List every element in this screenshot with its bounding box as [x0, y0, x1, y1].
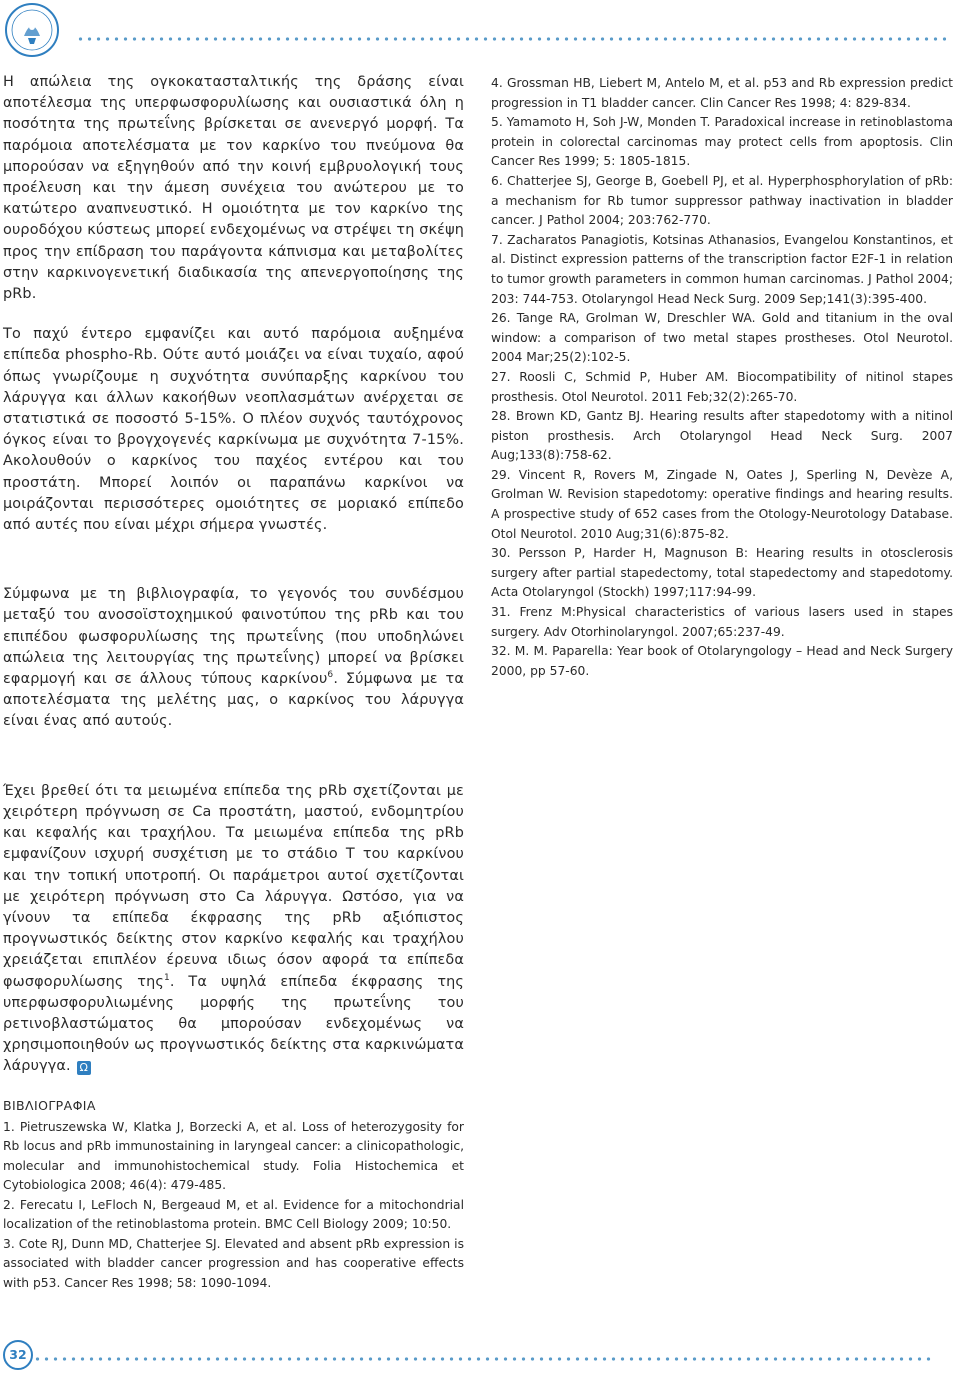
reference-item: 30. Persson P, Harder H, Magnuson B: Hearing results in otosclerosis surgery after partial stapedectomy, total stapedectomy and stapedotomy. Acta Otolaryngol (Stockh) 1997;117:94-99. [491, 546, 953, 600]
reference-item: 7. Zacharatos Panagiotis, Kotsinas Athanasios, Evangelou Konstantinos, et al. Distinct expression patterns of the transcription factor E2F-1 in relation to tumor growth parameters in common human carcinomas. J Pathol 2004; 203: 744-753. Otolaryngol Head Neck Surg. 2009 Sep;141(3):395-400. [491, 232, 953, 306]
reference-item: 27. Roosli C, Schmid P, Huber AM. Biocompatibility of nitinol stapes prosthesis. Otol Neurotol. 2011 Feb;32(2):265-70. [491, 369, 953, 404]
body-paragraph: Έχει βρεθεί ότι τα μειωμένα επίπεδα της pRb σχετίζονται με χειρότερη πρόγνωση σε Ca προστάτη, μαστού, ενδομητρίου και κεφαλής και τραχήλου. Τα μειωμένα επίπεδα της pRb εμφανίζουν ισχυρή συσχέτιση με το στάδιο Τ του καρκίνου και την τοπική υποτροπή. Οι παράμετροι αυτοί σχετίζονται με χειρότερη πρόγνωση στο Ca λάρυγγα. Ωστόσο, για να γίνουν τα επίπεδα έκφρασης της pRb αξιόπιστος προγνωστικός δείκτης στον καρκίνο κεφαλής και τραχήλου χρειάζεται επιπλέον έρευνα ιδιως όσον αφορά τα επίπεδα φωσφορυλίωσης της$^1$. Τα υψηλά επίπεδα έκφρασης της υπερφωσφορυλιωμένης μορφής της πρωτεΐνης του ρετινοβλαστώματος θα μπορούσαν ενδεχομένως να χρησιμοποιηθούν ως προγνωστικός δείκτης στα καρκινώματα λάρυγγα. Ω [3, 782, 464, 1075]
page-number: 32 [3, 1340, 33, 1370]
header-dotted-rule [76, 36, 946, 42]
body-paragraph: Η απώλεια της ογκοκατασταλτικής της δράσης είναι αποτέλεσμα της υπερφωσφορυλίωσης και ουσιαστικά όλη η ποσότητα της πρωτεΐνης βρίσκεται σε ανενεργό μορφή. Τα παρόμοια αποτελέσματα με τον καρκίνο του πνεύμονα θα μπορούσαν να εξηγηθούν από την κοινή εμβρυολογική τους προέλευση και την άμεση συνέχεια του ανώτερου με το κατώτερο αναπνευστικό. Η ομοιότητα με τον καρκίνο της ουροδόχου κύστεως μπορεί ενδεχομένως να στρέψει τη σκέψη προς την επίδραση του παράγοντα κάπνισμα και μεταβολίτες στην καρκινογενετική διαδικασία της απενεργοποίησης της pRb. [3, 74, 464, 303]
body-paragraph: Σύμφωνα με τη βιβλιογραφία, το γεγονός του συνδέσμου μεταξύ του ανοσοϊστοχημικού φαινοτύπου της pRb και του επιπέδου φωσφορυλίωσης της πρωτεΐνης (που υποδηλώνει απώλεια της λειτουργίας της πρωτεΐνης) μπορεί να βρίσκει εφαρμογή και σε άλλους τύπους καρκίνου$^6$. Σύμφωνα με τα αποτελέσματα της μελέτης μας, ο καρκίνος του λάρυγγα είναι ένας από αυτούς. [3, 586, 464, 730]
reference-item: 26. Tange RA, Grolman W, Dreschler WA. Gold and titanium in the oval window: a comparison of two metal stapes prostheses. Otol Neurotol. 2004 Mar;25(2):102-5. [491, 311, 953, 365]
reference-item: 1. Pietruszewska W, Klatka J, Borzecki A, et al. Loss of heterozygosity for Rb locus and pRb immunostaining in laryngeal cancer: a clinicopathologic, molecular and immunohistochemical study. Folia Histochemica et Cytobiologica 2008; 46(4): 479-485. [3, 1119, 464, 1192]
reference-item: 2. Ferecatu I, LeFloch N, Bergeaud M, et al. Evidence for a mitochondrial localization of the retinoblastoma protein. BMC Cell Biology 2009; 10:50. [3, 1197, 464, 1231]
footer-dotted-rule [33, 1356, 933, 1362]
reference-item: 6. Chatterjee SJ, George B, Goebell PJ, et al. Hyperphosphorylation of pRb: a mechanism for Rb tumor suppressor pathway inactivation in bladder cancer. J Pathol 2004; 203:762-770. [491, 173, 953, 228]
reference-item: 29. Vincent R, Rovers M, Zingade N, Oates J, Sperling N, Devèze A, Grolman W. Revision stapedotomy: operative findings and hearing results. A prospective study of 652 cases from the Otology-Neurotology Database. Otol Neurotol. 2010 Aug;31(6):875-82. [491, 467, 953, 541]
reference-item: 3. Cote RJ, Dunn MD, Chatterjee SJ. Elevated and absent pRb expression is associated with bladder cancer progression and has cooperative effects with p53. Cancer Res 1998; 58: 1090-1094. [3, 1236, 464, 1290]
society-logo [4, 2, 60, 58]
reference-item: 5. Yamamoto H, Soh J-W, Monden T. Paradoxical increase in retinoblastoma protein in colorectal carcinomas may protect cells from apoptosis. Clin Cancer Res 1999; 5: 1805-1815. [491, 115, 953, 169]
reference-item: 28. Brown KD, Gantz BJ. Hearing results after stapedotomy with a nitinol piston prosthesis. Arch Otolaryngol Head Neck Surg. 2007 Aug;133(8):758-62. [491, 409, 953, 463]
references-heading: ΒΙΒΛΙΟΓΡΑΦΙΑ [3, 1098, 96, 1113]
reference-item: 32. M. M. Paparella: Year book of Otolaryngology – Head and Neck Surgery 2000, pp 57-60. [491, 644, 953, 678]
references-right [491, 74, 953, 681]
end-of-article-icon: Ω [77, 1061, 91, 1075]
body-text-column [3, 72, 464, 1097]
references-left [3, 1096, 464, 1293]
body-paragraph: Το παχύ έντερο εμφανίζει και αυτό παρόμοια αυξημένα επίπεδα phospho-Rb. Ούτε αυτό μοιάζει να είναι τυχαίο, αφού όπως γνωρίζουμε η συχνότητα συνύπαρξης καρκίνου του λάρυγγα και άλλων κακοήθων νεοπλασμάτων ανέρχεται σε στατιστικά σε ποσοστό 5-15%. Ο πλέον συχνός ταυτόχρονος όγκος είναι το βρογχογενές καρκίνωμα με συχνότητα 7-15%. Ακολουθούν ο καρκίνος του παχέος εντέρου και του προστάτη. Μπορεί λοιπόν οι παραπάνω καρκίνοι να μοιράζονται περισσότερες ομοιότητες σε μοριακό επίπεδο από αυτές που είναι μέχρι σήμερα γνωστές. [3, 326, 464, 534]
reference-item: 31. Frenz M:Physical characteristics of various lasers used in stapes surgery. Adv Otorhinolaryngol. 2007;65:237-49. [491, 605, 953, 639]
reference-item: 4. Grossman HB, Liebert M, Antelo M, et al. p53 and Rb expression predict progression in T1 bladder cancer. Clin Cancer Res 1998; 4: 829-834. [491, 76, 953, 110]
